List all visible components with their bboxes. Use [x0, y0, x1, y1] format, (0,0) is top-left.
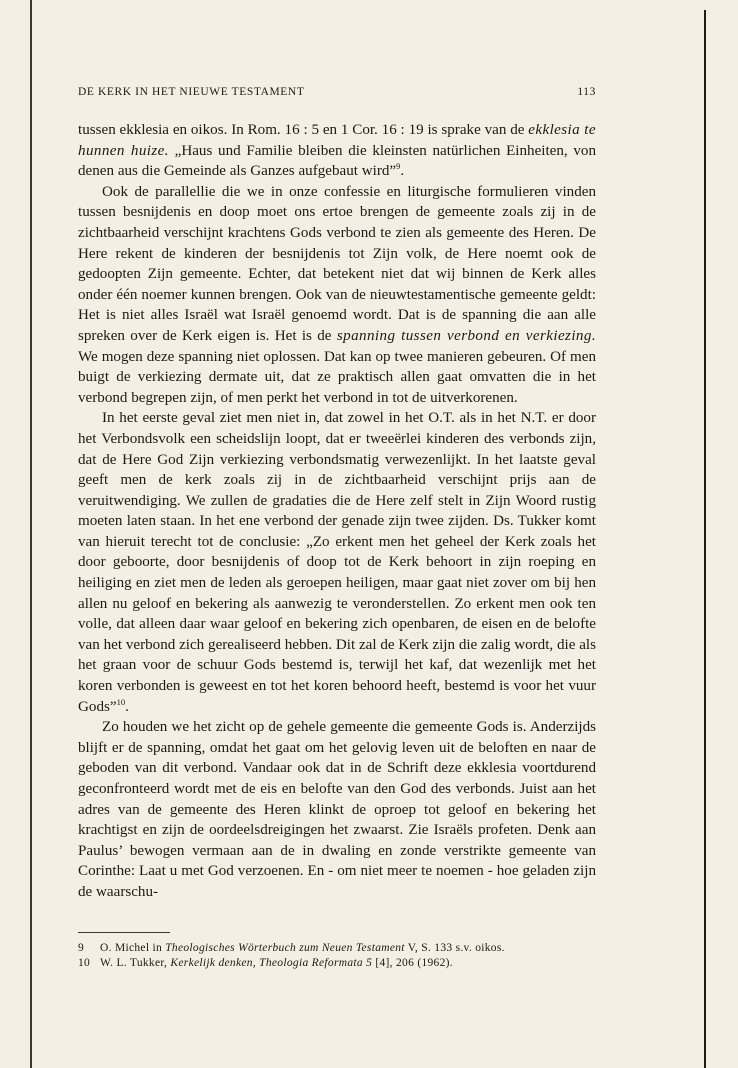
paragraph-1-quote: „Haus und Familie bleiben die kleinsten natürlichen Einheiten, von denen aus die Gemeinde als Ganzes aufgebaut wird”	[78, 142, 596, 180]
scan-left-edge	[30, 0, 32, 1068]
paragraph-1-text-a: tussen ekklesia en oikos. In Rom. 16 : 5 en 1 Cor. 16 : 19 is sprake van de	[78, 122, 525, 138]
paragraph-2-text-c: We mogen deze spanning niet oplossen. Dat kan op twee manieren gebeuren. Of men buigt de verkiezing dermate uit, dat ze praktisch allen gaat omvatten die in het verbond begrepen zijn, of men perkt het verbond in tot de uitverkorenen.	[78, 348, 596, 406]
footnote-text	[100, 956, 596, 972]
paragraph-1-emphasis: ekklesia te hunnen huize.	[78, 122, 596, 159]
footnote-10-locator: [4], 206 (1962).	[372, 957, 453, 970]
footnote-ref-10[interactable]: 10	[116, 696, 126, 707]
paragraph-1	[78, 120, 596, 182]
footnote-9-locator: V, S. 133 s.v. oikos.	[404, 941, 505, 954]
paragraph-2	[78, 182, 596, 409]
paragraph-1-end: .	[400, 163, 405, 180]
footnotes	[78, 941, 596, 972]
book-page	[78, 86, 596, 972]
running-head	[78, 86, 596, 106]
footnote-10-author: W. L. Tukker,	[100, 957, 171, 970]
footnote-9-work: Theologisches Wörterbuch zum Neuen Testament	[165, 941, 405, 954]
paragraph-2-emphasis: spanning tussen verbond en verkiezing.	[336, 327, 596, 344]
body-text	[78, 120, 596, 903]
footnote-9-author: O. Michel in	[100, 941, 166, 954]
scan-right-edge	[704, 10, 706, 1068]
footnote-10	[78, 956, 596, 972]
footnote-text	[100, 941, 596, 957]
paragraph-2-text-a: Ook de parallellie die we in onze confessie en liturgische formulieren vinden tussen besnijdenis en doop moet ons ertoe brengen de gemeente zoals zij in de zichtbaarheid verschijnt krachtens Gods verbond te zien als gemeente des Heren. De Here rekent de kinderen der besnijdenis tot Zijn volk, de Here noemt ook de gedoopten Zijn gemeente. Echter, dat betekent niet dat wij binnen de Kerk alles onder één noemer kunnen brengen. Ook van de nieuwtestamentische gemeente geldt: Het is niet alles Israël wat Israël genoemd wordt. Dat is de spanning die aan alle spreken over de Kerk eigen is. Het is de	[78, 183, 596, 344]
footnote-number: 10	[78, 957, 91, 970]
footnote-10-work: Kerkelijk denken, Theologia Reformata 5	[170, 957, 373, 970]
paragraph-3	[78, 408, 596, 717]
footnote-number: 9	[78, 941, 85, 954]
footnote-divider	[78, 932, 170, 933]
page-number: 113	[577, 86, 596, 98]
footnote-9	[78, 941, 596, 957]
paragraph-4: Zo houden we het zicht op de gehele gemeente die gemeente Gods is. Anderzijds blijft er de spanning, omdat het gaat om het gelovig leven uit de beloften en naar de geboden van dit verbond. Vandaar ook dat in de Schrift deze ekklesia voortdurend geconfronteerd wordt met de eis en belofte van den God des verbonds. Juist aan het adres van de gemeente des Heren klinkt de oproep tot geloof en bekering het krachtigst en zijn de oordeelsdreigingen het zwaarst. Zie Israëls profeten. Denk aan Paulus’ bewogen vermaan aan de in dwaling en zonde verstrikte gemeente van Corinthe: Laat u met God verzoenen. En - om niet meer te noemen - hoe geladen zijn de waarschu-	[78, 719, 596, 900]
paragraph-3-end: .	[125, 698, 129, 715]
running-head-title: DE KERK IN HET NIEUWE TESTAMENT	[78, 86, 305, 98]
footnote-ref-9[interactable]: 9	[396, 161, 401, 172]
paragraph-3-text-a: In het eerste geval ziet men niet in, dat zowel in het O.T. als in het N.T. er door het Verbondsvolk een scheidslijn loopt, dat er tweeërlei kinderen des verbonds zijn, dat de Here God Zijn verkiezing verbondsmatig verwezenlijkt. In het laatste geval geeft men de kerk zoals zij in de zichtbaarheid verschijnt prijs aan de veruitwendiging. We zullen de gradaties die de Here zelf stelt in Zijn Woord rustig moeten laten staan. In het ene verbond der genade zijn twee zijden. Ds. Tukker komt van hieruit terecht tot de conclusie: „Zo erkent men het geheel der Kerk zoals het door geboorte, door besnijdenis of doop tot de Kerk behoort in zijn roeping en heiliging en ziet men de leden als geroepen heiligen, maar gaat niet zover om bij hen allen nu geloof en bekering als aanwezig te veronderstellen. Zo erkent men ook ten volle, dat alleen daar waar geloof en bekering zich openbaren, de eisen en de belofte van het verbond zich gerealiseerd hebben. Dit zal de Kerk zijn die zalig wordt, die als het graan voor de schuur Gods bestemd is, terwijl het kaf, dat wezenlijk met het koren verbonden is geweest en tot het koren behoord heeft, bestemd is voor het vuur Gods”	[78, 410, 596, 715]
